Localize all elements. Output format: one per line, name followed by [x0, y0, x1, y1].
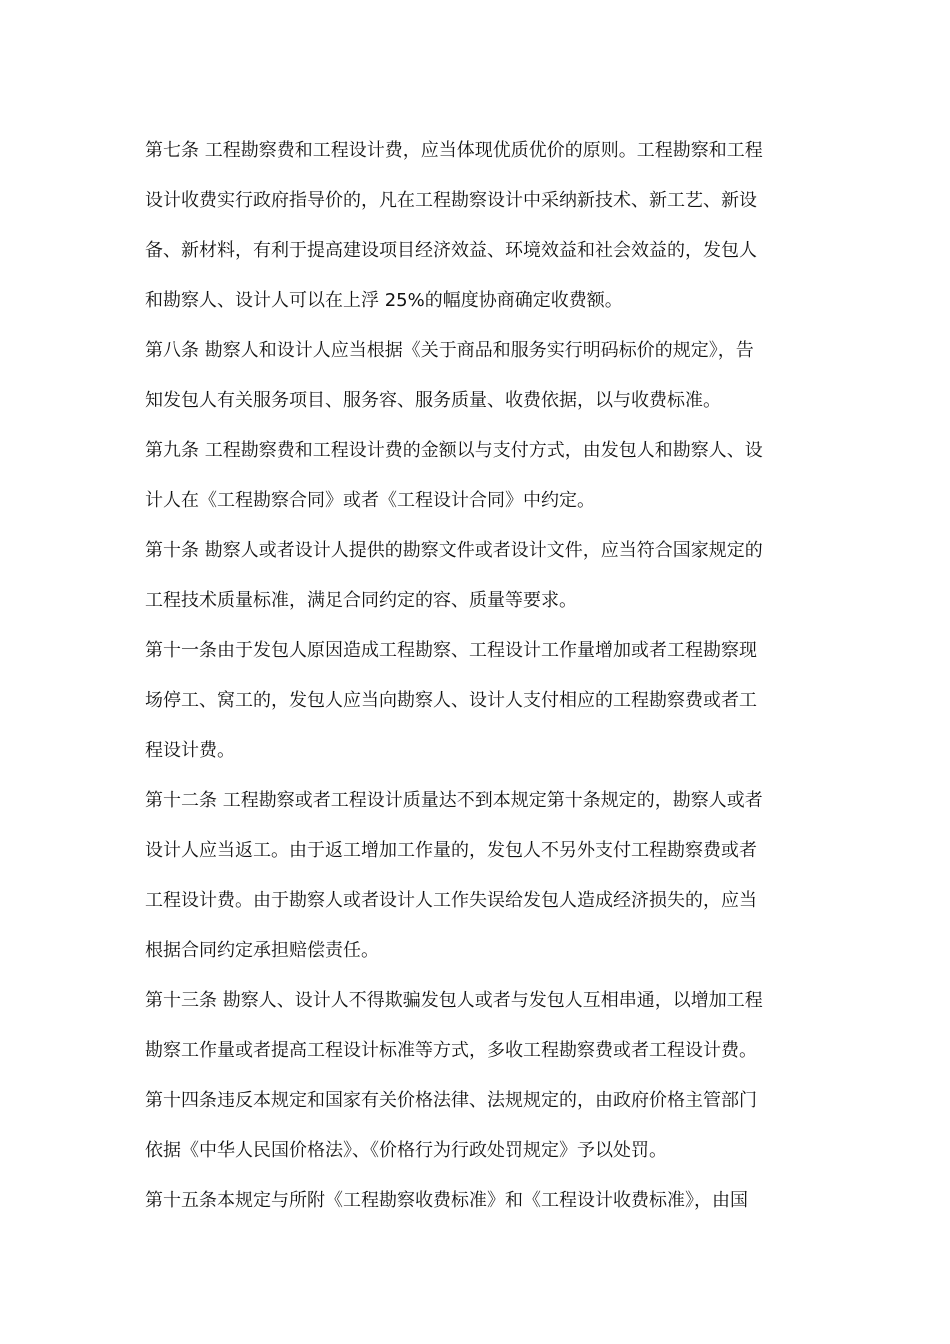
text-line: 第十四条违反本规定和国家有关价格法律、法规规定的，由政府价格主管部门: [145, 1090, 757, 1111]
text-line: 程设计费。: [145, 740, 235, 761]
text-line: 备、新材料，有利于提高建设项目经济效益、环境效益和社会效益的，发包人: [145, 240, 757, 261]
text-line: 第十二条 工程勘察或者工程设计质量达不到本规定第十条规定的，勘察人或者: [145, 790, 763, 811]
document-body: [145, 126, 809, 1226]
text-line: 第十一条由于发包人原因造成工程勘察、工程设计工作量增加或者工程勘察现: [145, 640, 757, 661]
text-line: 工程技术质量标准，满足合同约定的容、质量等要求。: [145, 590, 577, 611]
text-line: 设计收费实行政府指导价的，凡在工程勘察设计中采纳新技术、新工艺、新设: [145, 190, 757, 211]
text-line: 场停工、窝工的，发包人应当向勘察人、设计人支付相应的工程勘察费或者工: [145, 690, 757, 711]
text-line: 依据《中华人民国价格法》、《价格行为行政处罚规定》予以处罚。: [145, 1140, 667, 1161]
text-line: 第十三条 勘察人、设计人不得欺骗发包人或者与发包人互相串通，以增加工程: [145, 990, 763, 1011]
text-line: 计人在《工程勘察合同》或者《工程设计合同》中约定。: [145, 490, 595, 511]
text-line: 第九条 工程勘察费和工程设计费的金额以与支付方式，由发包人和勘察人、设: [145, 440, 763, 461]
text-line: 第八条 勘察人和设计人应当根据《关于商品和服务实行明码标价的规定》，告: [145, 340, 754, 361]
text-line: 和勘察人、设计人可以在上浮 25%的幅度协商确定收费额。: [145, 290, 623, 311]
text-line: 勘察工作量或者提高工程设计标准等方式，多收工程勘察费或者工程设计费。: [145, 1040, 757, 1061]
text-line: 第十五条本规定与所附《工程勘察收费标准》和《工程设计收费标准》，由国: [145, 1190, 748, 1211]
text-line: 设计人应当返工。由于返工增加工作量的，发包人不另外支付工程勘察费或者: [145, 840, 757, 861]
text-line: 第七条 工程勘察费和工程设计费，应当体现优质优价的原则。工程勘察和工程: [145, 140, 763, 161]
text-line: 根据合同约定承担赔偿责任。: [145, 940, 379, 961]
text-line: 第十条 勘察人或者设计人提供的勘察文件或者设计文件，应当符合国家规定的: [145, 540, 763, 561]
text-line: 知发包人有关服务项目、服务容、服务质量、收费依据，以与收费标准。: [145, 390, 721, 411]
text-line: 工程设计费。由于勘察人或者设计人工作失误给发包人造成经济损失的，应当: [145, 890, 757, 911]
